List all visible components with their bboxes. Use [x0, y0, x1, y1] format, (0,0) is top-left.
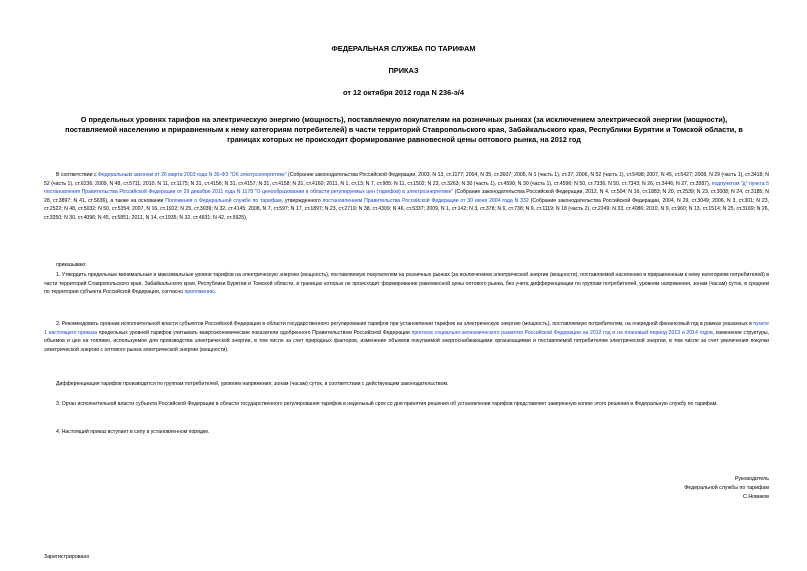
preamble-paragraph	[44, 171, 769, 223]
item-1-text-2: .	[214, 289, 217, 296]
document-title: О предельных уровнях тарифов на электрическую энергию (мощность), поставляемую покупателям на розничных рынках (за исключением электрической энергии (мощности), поставляемой населению и приравненным к нему категориям потребителей) в части территорий Ставропольского края, Забайкальского края, Республики Бурятии и Томской области, в границах которых не происходит формирование равновесной цены оптового рынка, на 2012 год	[65, 115, 743, 144]
item-3-paragraph: 3. Орган исполнительной власти субъекта Российской Федерации в области государственного регулирования тарифов в недельный срок со дня принятия решения об установлении тарифов представляет заверенную копию этого решения в Федеральную службу по тарифам.	[56, 401, 718, 407]
order-word: приказываю:	[56, 262, 87, 268]
signature-position: Руководитель	[734, 476, 769, 482]
differentiation-paragraph: Дифференциация тарифов производится по группам потребителей, уровням напряжения, зонам (часам) суток, в соответствии с действующим законодательством.	[56, 381, 449, 387]
preamble-text-1: В соответствии с	[56, 172, 99, 178]
link-forecast[interactable]: прогноза социально-экономического развития Российской Федерации на 2012 год и на плановый период 2013 и 2014 годов	[411, 329, 713, 336]
item-4-paragraph: 4. Настоящий приказ вступает в силу в установленном порядке.	[56, 429, 210, 435]
signature-organization: Федеральной службы по тарифам	[684, 485, 769, 491]
link-fst-regulation[interactable]: Положения о Федеральной службе по тарифам	[165, 197, 282, 204]
item-2-paragraph	[44, 320, 769, 354]
item-2-text-1: 2. Рекомендовать органам исполнительной власти субъектов Российской Федерации в области государственного регулирования тарифов при установлении тарифов на электрическую энергию (мощность), поставляемую потребителям, на очередной финансовый год в рамках указанных в	[56, 321, 754, 327]
item-2-text-3: , изменение структуры, объемов и цен на топливо, используемое для производства электрической энергии, в том числе за счет природных факторов, изменение объемов покупаемой энергоснабжающими организациями и поставляемой потребителям электрической энергии, в том числе за счет увеличения покупки электрической энергии с оптового рынка электрической энергии (мощности).	[44, 329, 769, 353]
agency-name: ФЕДЕРАЛЬНАЯ СЛУЖБА ПО ТАРИФАМ	[331, 44, 476, 53]
signature-name: С.Новиков	[743, 494, 769, 500]
document-type: ПРИКАЗ	[388, 66, 419, 75]
preamble-text-5: (Собрание законодательства Российской Федерации, 2004, N 29, ст.3049; 2006, N 3, ст.301; N 23, ст.2522; N 48, ст.5032; N 50, ст.5354; 2007, N 16, ст.1912; N 25, ст.3039; N 32, ст.4145; 2008, N 7, ст.597; N 17, ст.1897; N 23, ст.2719; N 38, ст.4309; N 46, ст.5337; 2009, N 1, ст.142; N 3, ст.378; N 6, ст.738; N 9, ст.1119; N 18 (часть 2), ст.2249; N 33, ст.4086; 2010, N 9, ст.960; N 13, ст.1514; N 25, ст.3169; N 26, ст.3350; N 30, ст.4096; N 45, ст.5851; 2011, N 14, ст.1935; N 32, ст.4831; N 42, ст.5925),	[44, 197, 769, 221]
item-1-text-1: 1. Утвердить предельные минимальные и максимальные уровни тарифов на электрическую энергию (мощность), поставляемую покупателям на розничных рынках (за исключением электрической энергии (мощности), поставляемой населению и приравненным к нему категориям потребителей) в части территорий Ставропольского края, Забайкальского края, Республики Бурятии и Томской области, в границах которых не происходит формирование равновесной цены оптового рынка, без учета дифференциации по группам потребителей, уровням напряжения, зонам (часам) суток, в среднем по территории субъекта Российской Федерации, согласно	[44, 272, 769, 296]
document-date-number: от 12 октября 2012 года N 236-э/4	[343, 88, 464, 97]
preamble-text-2: (Собрание законодательства Российской Федерации, 2003, N 13, ст.1177; 2004, N 35, ст.3607; 2005, N 1 (часть 1), ст.37; 2006, N 52 (часть 1), ст.5498; 2007, N 45, ст.5427; 2008, N 29 (часть 1), ст.3418; N 52 (часть 1), ст.6236; 2009, N 48, ст.5711; 2010, N 11, ст.1175; N 31, ст.4156; N 31, ст.4157; N 31, ст.4158; N 31, ст.4160; 2011, N 1, ст.13; N 7, ст.905; N 11, ст.1502; N 23, ст.3263; N 30 (часть 1), ст.4590; N 30 (часть 1), ст.4596; N 50, ст.7336; N 50, ст.7343; N 26, ст.3446; N 27, ст.3587),	[44, 172, 769, 187]
link-item-1[interactable]: пункте 1 настоящего приказа	[44, 321, 769, 336]
registered-label: Зарегистрировано	[44, 554, 90, 560]
link-appendix[interactable]: приложению	[184, 289, 215, 296]
item-1-paragraph	[44, 271, 769, 297]
item-2-text-2: предельных уровней тарифов учитывать макроэкономические показатели одобренного Правительством Российской Федерации	[97, 329, 412, 336]
link-federal-law-35fz[interactable]: Федеральным законом от 26 марта 2003 года N 35-ФЗ "Об электроэнергетике"	[98, 172, 287, 178]
link-resolution-332[interactable]: постановлением Правительства Российской Федерации от 30 июня 2004 года N 332	[322, 197, 529, 204]
preamble-text-3: (Собрание законодательства Российской Федерации, 2012, N 4, ст.504; N 16, ст.1883; N 20, ст.2539; N 23, ст.3008; N 24, ст.3185; N 28, ст.3897; N 41, ст.5636), а также на основании	[44, 189, 770, 204]
link-resolution-1178[interactable]: подпунктом "д" пункта 5 постановления Правительства Российской Федерации от 29 декабря 2011 года N 1178 "О ценообразовании в области регулируемых цен (тарифов) в электроэнергетике"	[44, 180, 769, 196]
preamble-text-4: , утвержденного	[281, 197, 323, 204]
